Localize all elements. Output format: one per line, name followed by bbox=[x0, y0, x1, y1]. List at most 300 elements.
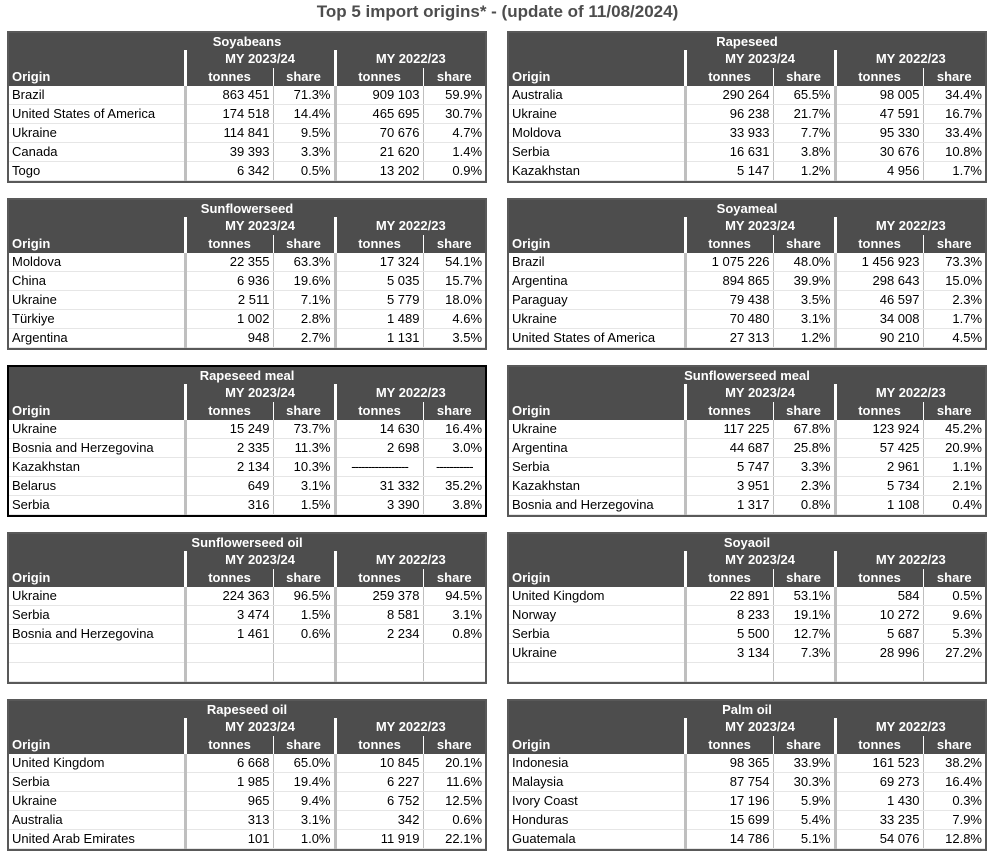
share-cell: 0.5% bbox=[923, 587, 985, 606]
share-cell: 15.0% bbox=[923, 272, 985, 291]
tonnes-cell: 5 035 bbox=[335, 272, 423, 291]
table-row bbox=[9, 86, 485, 105]
table-row bbox=[509, 310, 985, 329]
origin-cell: United Arab Emirates bbox=[9, 830, 185, 849]
share-header: share bbox=[773, 736, 835, 754]
tonnes-cell: 15 249 bbox=[185, 420, 273, 439]
origin-cell: Kazakhstan bbox=[509, 477, 685, 496]
share-header: share bbox=[923, 736, 985, 754]
share-cell: 0.6% bbox=[423, 811, 485, 830]
share-header: share bbox=[923, 235, 985, 253]
palm-oil-table bbox=[507, 699, 987, 851]
period-previous-header: MY 2022/23 bbox=[835, 217, 985, 235]
share-cell: 59.9% bbox=[423, 86, 485, 105]
tonnes-header: tonnes bbox=[685, 402, 773, 420]
origin-cell: Serbia bbox=[509, 458, 685, 477]
tonnes-cell: 894 865 bbox=[685, 272, 773, 291]
share-cell: 2.3% bbox=[923, 291, 985, 310]
tonnes-cell: 10 845 bbox=[335, 754, 423, 773]
origin-header: Origin bbox=[9, 736, 185, 754]
tonnes-cell: 17 324 bbox=[335, 253, 423, 272]
share-cell: 5.9% bbox=[773, 792, 835, 811]
tonnes-cell bbox=[185, 663, 273, 682]
table-row bbox=[9, 644, 485, 663]
period-current-header: MY 2023/24 bbox=[685, 217, 835, 235]
rapeseed-oil-table bbox=[7, 699, 487, 851]
tonnes-cell: 1 985 bbox=[185, 773, 273, 792]
period-current-header: MY 2023/24 bbox=[185, 384, 335, 402]
tonnes-cell: 2 134 bbox=[185, 458, 273, 477]
period-current-header: MY 2023/24 bbox=[185, 718, 335, 736]
share-cell: 3.5% bbox=[773, 291, 835, 310]
table-row bbox=[509, 754, 985, 773]
share-cell: 4.7% bbox=[423, 124, 485, 143]
table-title: Soyabeans bbox=[9, 33, 485, 50]
tonnes-cell: 79 438 bbox=[685, 291, 773, 310]
origin-header: Origin bbox=[9, 402, 185, 420]
origin-cell: Türkiye bbox=[9, 310, 185, 329]
share-cell: 48.0% bbox=[773, 253, 835, 272]
tonnes-cell: 98 365 bbox=[685, 754, 773, 773]
share-cell: 22.1% bbox=[423, 830, 485, 849]
share-cell: 0.8% bbox=[773, 496, 835, 515]
tonnes-cell: 13 202 bbox=[335, 162, 423, 181]
origin-cell: Norway bbox=[509, 606, 685, 625]
origin-cell: Malaysia bbox=[509, 773, 685, 792]
share-cell: 25.8% bbox=[773, 439, 835, 458]
share-cell: 1.5% bbox=[273, 606, 335, 625]
origin-cell: Serbia bbox=[9, 773, 185, 792]
origin-header: Origin bbox=[509, 68, 685, 86]
share-cell: 33.4% bbox=[923, 124, 985, 143]
origin-cell: Belarus bbox=[9, 477, 185, 496]
tonnes-cell: 14 630 bbox=[335, 420, 423, 439]
share-cell: 19.6% bbox=[273, 272, 335, 291]
share-header: share bbox=[423, 569, 485, 587]
share-cell: 1.2% bbox=[773, 329, 835, 348]
table-row bbox=[9, 754, 485, 773]
origin-cell: Kazakhstan bbox=[9, 458, 185, 477]
share-cell: 35.2% bbox=[423, 477, 485, 496]
table-row bbox=[509, 587, 985, 606]
tonnes-cell: 31 332 bbox=[335, 477, 423, 496]
tonnes-cell: 101 bbox=[185, 830, 273, 849]
table-row bbox=[9, 105, 485, 124]
origin-cell: Kazakhstan bbox=[509, 162, 685, 181]
share-header: share bbox=[273, 569, 335, 587]
share-cell: 12.8% bbox=[923, 830, 985, 849]
tonnes-cell bbox=[335, 644, 423, 663]
table-title: Sunflowerseed meal bbox=[509, 367, 985, 384]
origin-cell: Guatemala bbox=[509, 830, 685, 849]
period-previous-header: MY 2022/23 bbox=[335, 718, 485, 736]
origin-cell: Ukraine bbox=[509, 420, 685, 439]
origin-cell: Moldova bbox=[9, 253, 185, 272]
tonnes-cell: 5 147 bbox=[685, 162, 773, 181]
tonnes-cell: 54 076 bbox=[835, 830, 923, 849]
share-cell bbox=[273, 663, 335, 682]
table-row bbox=[9, 439, 485, 458]
table-row bbox=[509, 86, 985, 105]
share-cell: 67.8% bbox=[773, 420, 835, 439]
table-row bbox=[9, 329, 485, 348]
share-cell: 63.3% bbox=[273, 253, 335, 272]
tonnes-cell: 15 699 bbox=[685, 811, 773, 830]
share-cell: 3.5% bbox=[423, 329, 485, 348]
origin-cell: China bbox=[9, 272, 185, 291]
tonnes-cell: 1 075 226 bbox=[685, 253, 773, 272]
share-header: share bbox=[923, 569, 985, 587]
share-cell: 39.9% bbox=[773, 272, 835, 291]
table-row bbox=[509, 792, 985, 811]
tonnes-cell: 114 841 bbox=[185, 124, 273, 143]
table-title: Sunflowerseed bbox=[9, 200, 485, 217]
tonnes-cell bbox=[335, 663, 423, 682]
tonnes-cell: 2 698 bbox=[335, 439, 423, 458]
tonnes-cell: 1 456 923 bbox=[835, 253, 923, 272]
table-row bbox=[509, 606, 985, 625]
share-cell: 9.5% bbox=[273, 124, 335, 143]
tonnes-cell: 161 523 bbox=[835, 754, 923, 773]
origin-cell: Serbia bbox=[509, 143, 685, 162]
share-header: share bbox=[773, 68, 835, 86]
tonnes-cell: 174 518 bbox=[185, 105, 273, 124]
tonnes-cell: 27 313 bbox=[685, 329, 773, 348]
share-header: share bbox=[423, 402, 485, 420]
share-cell: 9.6% bbox=[923, 606, 985, 625]
share-cell: 65.0% bbox=[273, 754, 335, 773]
period-current-header: MY 2023/24 bbox=[685, 718, 835, 736]
soyameal-table bbox=[507, 198, 987, 350]
tonnes-cell: ----------------- bbox=[335, 458, 423, 477]
tonnes-cell bbox=[185, 644, 273, 663]
tonnes-header: tonnes bbox=[335, 68, 423, 86]
share-cell: 3.1% bbox=[273, 811, 335, 830]
share-cell: 11.6% bbox=[423, 773, 485, 792]
origin-cell: Brazil bbox=[509, 253, 685, 272]
origin-cell: Togo bbox=[9, 162, 185, 181]
origin-header: Origin bbox=[509, 235, 685, 253]
tonnes-header: tonnes bbox=[685, 736, 773, 754]
origin-cell: Ukraine bbox=[9, 587, 185, 606]
share-cell: 3.8% bbox=[773, 143, 835, 162]
tonnes-cell: 259 378 bbox=[335, 587, 423, 606]
tonnes-cell: 6 668 bbox=[185, 754, 273, 773]
table-row bbox=[9, 811, 485, 830]
table-row bbox=[9, 272, 485, 291]
table-row bbox=[9, 291, 485, 310]
share-cell: 7.7% bbox=[773, 124, 835, 143]
origin-cell: Australia bbox=[509, 86, 685, 105]
share-header: share bbox=[273, 68, 335, 86]
period-current-header: MY 2023/24 bbox=[185, 50, 335, 68]
tonnes-cell bbox=[685, 663, 773, 682]
share-cell: 1.0% bbox=[273, 830, 335, 849]
origin-cell: United Kingdom bbox=[509, 587, 685, 606]
share-cell: 3.1% bbox=[423, 606, 485, 625]
origin-cell: Bosnia and Herzegovina bbox=[9, 625, 185, 644]
share-cell: ----------- bbox=[423, 458, 485, 477]
tonnes-cell: 44 687 bbox=[685, 439, 773, 458]
tonnes-cell: 2 961 bbox=[835, 458, 923, 477]
share-cell: 0.4% bbox=[923, 496, 985, 515]
tonnes-cell: 17 196 bbox=[685, 792, 773, 811]
table-row bbox=[9, 162, 485, 181]
tonnes-header: tonnes bbox=[185, 736, 273, 754]
tonnes-header: tonnes bbox=[335, 569, 423, 587]
share-cell: 12.7% bbox=[773, 625, 835, 644]
tonnes-cell: 2 511 bbox=[185, 291, 273, 310]
share-cell: 45.2% bbox=[923, 420, 985, 439]
share-cell: 1.2% bbox=[773, 162, 835, 181]
table-row bbox=[9, 420, 485, 439]
table-row bbox=[9, 606, 485, 625]
table-row bbox=[9, 773, 485, 792]
share-cell: 4.6% bbox=[423, 310, 485, 329]
share-cell: 2.8% bbox=[273, 310, 335, 329]
share-cell: 3.3% bbox=[273, 143, 335, 162]
tonnes-cell: 95 330 bbox=[835, 124, 923, 143]
tonnes-cell: 28 996 bbox=[835, 644, 923, 663]
share-cell: 0.8% bbox=[423, 625, 485, 644]
share-cell: 7.9% bbox=[923, 811, 985, 830]
table-row bbox=[9, 477, 485, 496]
share-cell: 65.5% bbox=[773, 86, 835, 105]
share-cell: 14.4% bbox=[273, 105, 335, 124]
tonnes-header: tonnes bbox=[185, 402, 273, 420]
origin-header: Origin bbox=[9, 235, 185, 253]
tonnes-cell: 11 919 bbox=[335, 830, 423, 849]
share-header: share bbox=[923, 402, 985, 420]
share-cell: 15.7% bbox=[423, 272, 485, 291]
period-current-header: MY 2023/24 bbox=[685, 551, 835, 569]
tonnes-cell: 34 008 bbox=[835, 310, 923, 329]
origin-cell: Ukraine bbox=[509, 644, 685, 663]
origin-cell: United States of America bbox=[9, 105, 185, 124]
table-row bbox=[509, 625, 985, 644]
tonnes-cell: 1 489 bbox=[335, 310, 423, 329]
tonnes-cell: 3 474 bbox=[185, 606, 273, 625]
tonnes-cell: 2 234 bbox=[335, 625, 423, 644]
tonnes-header: tonnes bbox=[685, 235, 773, 253]
rapeseed-table bbox=[507, 31, 987, 183]
tonnes-cell: 465 695 bbox=[335, 105, 423, 124]
tonnes-cell: 224 363 bbox=[185, 587, 273, 606]
tonnes-cell: 33 235 bbox=[835, 811, 923, 830]
tonnes-cell: 863 451 bbox=[185, 86, 273, 105]
tonnes-cell: 6 752 bbox=[335, 792, 423, 811]
origin-cell: Argentina bbox=[9, 329, 185, 348]
table-row bbox=[9, 830, 485, 849]
tonnes-cell: 1 430 bbox=[835, 792, 923, 811]
tonnes-cell: 5 734 bbox=[835, 477, 923, 496]
share-cell: 5.1% bbox=[773, 830, 835, 849]
tonnes-cell: 342 bbox=[335, 811, 423, 830]
share-cell: 33.9% bbox=[773, 754, 835, 773]
tonnes-header: tonnes bbox=[685, 68, 773, 86]
tonnes-header: tonnes bbox=[185, 235, 273, 253]
period-previous-header: MY 2022/23 bbox=[335, 551, 485, 569]
page-title: Top 5 import origins* - (update of 11/08/2024) bbox=[316, 2, 679, 21]
origin-cell: Ukraine bbox=[9, 792, 185, 811]
origin-cell: Brazil bbox=[9, 86, 185, 105]
table-title: Rapeseed bbox=[509, 33, 985, 50]
period-previous-header: MY 2022/23 bbox=[835, 50, 985, 68]
table-row bbox=[9, 792, 485, 811]
share-cell: 3.8% bbox=[423, 496, 485, 515]
tonnes-header: tonnes bbox=[685, 569, 773, 587]
period-previous-header: MY 2022/23 bbox=[335, 384, 485, 402]
share-cell: 3.1% bbox=[773, 310, 835, 329]
tonnes-cell bbox=[835, 663, 923, 682]
origin-cell: Ukraine bbox=[9, 291, 185, 310]
tonnes-cell: 1 002 bbox=[185, 310, 273, 329]
table-row bbox=[509, 644, 985, 663]
origin-cell bbox=[509, 663, 685, 682]
share-cell: 96.5% bbox=[273, 587, 335, 606]
tonnes-cell: 5 747 bbox=[685, 458, 773, 477]
share-cell: 1.4% bbox=[423, 143, 485, 162]
tonnes-cell: 5 500 bbox=[685, 625, 773, 644]
share-header: share bbox=[423, 68, 485, 86]
tonnes-cell: 3 390 bbox=[335, 496, 423, 515]
tonnes-cell: 649 bbox=[185, 477, 273, 496]
table-row bbox=[509, 811, 985, 830]
origin-header: Origin bbox=[509, 569, 685, 587]
table-row bbox=[509, 329, 985, 348]
share-cell: 0.9% bbox=[423, 162, 485, 181]
origin-cell: Ukraine bbox=[9, 420, 185, 439]
share-cell: 2.7% bbox=[273, 329, 335, 348]
tonnes-header: tonnes bbox=[835, 235, 923, 253]
table-row bbox=[9, 310, 485, 329]
table-row bbox=[9, 253, 485, 272]
tonnes-cell: 6 936 bbox=[185, 272, 273, 291]
tonnes-cell: 90 210 bbox=[835, 329, 923, 348]
share-cell: 71.3% bbox=[273, 86, 335, 105]
tonnes-cell: 313 bbox=[185, 811, 273, 830]
origin-cell: Argentina bbox=[509, 272, 685, 291]
share-cell bbox=[423, 663, 485, 682]
share-cell: 7.1% bbox=[273, 291, 335, 310]
origin-cell: Ukraine bbox=[509, 105, 685, 124]
tonnes-cell: 965 bbox=[185, 792, 273, 811]
table-row bbox=[9, 663, 485, 682]
share-header: share bbox=[923, 68, 985, 86]
tonnes-cell: 10 272 bbox=[835, 606, 923, 625]
period-current-header: MY 2023/24 bbox=[185, 551, 335, 569]
tonnes-header: tonnes bbox=[335, 235, 423, 253]
share-cell: 20.9% bbox=[923, 439, 985, 458]
sunflowerseed-table bbox=[7, 198, 487, 350]
tonnes-cell: 21 620 bbox=[335, 143, 423, 162]
tonnes-cell: 1 131 bbox=[335, 329, 423, 348]
tonnes-cell: 39 393 bbox=[185, 143, 273, 162]
tonnes-cell: 1 317 bbox=[685, 496, 773, 515]
tonnes-cell: 3 134 bbox=[685, 644, 773, 663]
share-cell: 0.3% bbox=[923, 792, 985, 811]
tonnes-cell: 22 355 bbox=[185, 253, 273, 272]
period-previous-header: MY 2022/23 bbox=[335, 217, 485, 235]
origin-cell: Ivory Coast bbox=[509, 792, 685, 811]
origin-cell: Argentina bbox=[509, 439, 685, 458]
tonnes-cell: 5 779 bbox=[335, 291, 423, 310]
table-row bbox=[509, 458, 985, 477]
share-cell: 53.1% bbox=[773, 587, 835, 606]
origin-cell: Ukraine bbox=[9, 124, 185, 143]
table-title: Soyaoil bbox=[509, 534, 985, 551]
tonnes-header: tonnes bbox=[835, 68, 923, 86]
tonnes-cell: 14 786 bbox=[685, 830, 773, 849]
table-row bbox=[9, 496, 485, 515]
tonnes-cell: 123 924 bbox=[835, 420, 923, 439]
share-cell: 3.0% bbox=[423, 439, 485, 458]
table-row bbox=[509, 663, 985, 682]
share-cell: 2.3% bbox=[773, 477, 835, 496]
rapeseed-meal-table bbox=[7, 365, 487, 517]
tonnes-cell: 8 233 bbox=[685, 606, 773, 625]
table-row bbox=[509, 477, 985, 496]
tonnes-cell: 298 643 bbox=[835, 272, 923, 291]
tonnes-cell: 16 631 bbox=[685, 143, 773, 162]
tonnes-cell: 1 461 bbox=[185, 625, 273, 644]
tonnes-cell: 5 687 bbox=[835, 625, 923, 644]
soyabeans-table bbox=[7, 31, 487, 183]
table-row bbox=[509, 420, 985, 439]
tonnes-cell: 3 951 bbox=[685, 477, 773, 496]
period-previous-header: MY 2022/23 bbox=[835, 718, 985, 736]
tonnes-cell: 8 581 bbox=[335, 606, 423, 625]
tonnes-cell: 22 891 bbox=[685, 587, 773, 606]
share-cell: 2.1% bbox=[923, 477, 985, 496]
tonnes-cell: 948 bbox=[185, 329, 273, 348]
soyaoil-table bbox=[507, 532, 987, 684]
share-header: share bbox=[273, 402, 335, 420]
share-cell: 16.4% bbox=[423, 420, 485, 439]
tonnes-header: tonnes bbox=[835, 402, 923, 420]
tonnes-cell: 96 238 bbox=[685, 105, 773, 124]
share-cell: 73.3% bbox=[923, 253, 985, 272]
share-cell: 38.2% bbox=[923, 754, 985, 773]
origin-cell: Indonesia bbox=[509, 754, 685, 773]
origin-cell: Bosnia and Herzegovina bbox=[509, 496, 685, 515]
table-row bbox=[509, 124, 985, 143]
share-cell: 16.4% bbox=[923, 773, 985, 792]
share-cell: 94.5% bbox=[423, 587, 485, 606]
tonnes-cell: 584 bbox=[835, 587, 923, 606]
period-current-header: MY 2023/24 bbox=[685, 50, 835, 68]
share-cell: 10.8% bbox=[923, 143, 985, 162]
share-cell: 1.5% bbox=[273, 496, 335, 515]
origin-cell: Serbia bbox=[509, 625, 685, 644]
table-title: Rapeseed oil bbox=[9, 701, 485, 718]
share-cell: 12.5% bbox=[423, 792, 485, 811]
tonnes-cell: 6 227 bbox=[335, 773, 423, 792]
table-row bbox=[9, 625, 485, 644]
origin-cell bbox=[9, 644, 185, 663]
period-current-header: MY 2023/24 bbox=[185, 217, 335, 235]
share-cell: 9.4% bbox=[273, 792, 335, 811]
share-cell: 1.7% bbox=[923, 310, 985, 329]
sunflowerseed-meal-table bbox=[507, 365, 987, 517]
period-previous-header: MY 2022/23 bbox=[335, 50, 485, 68]
table-row bbox=[509, 272, 985, 291]
share-cell: 34.4% bbox=[923, 86, 985, 105]
table-title: Sunflowerseed oil bbox=[9, 534, 485, 551]
tonnes-header: tonnes bbox=[335, 736, 423, 754]
share-cell: 4.5% bbox=[923, 329, 985, 348]
share-cell bbox=[423, 644, 485, 663]
